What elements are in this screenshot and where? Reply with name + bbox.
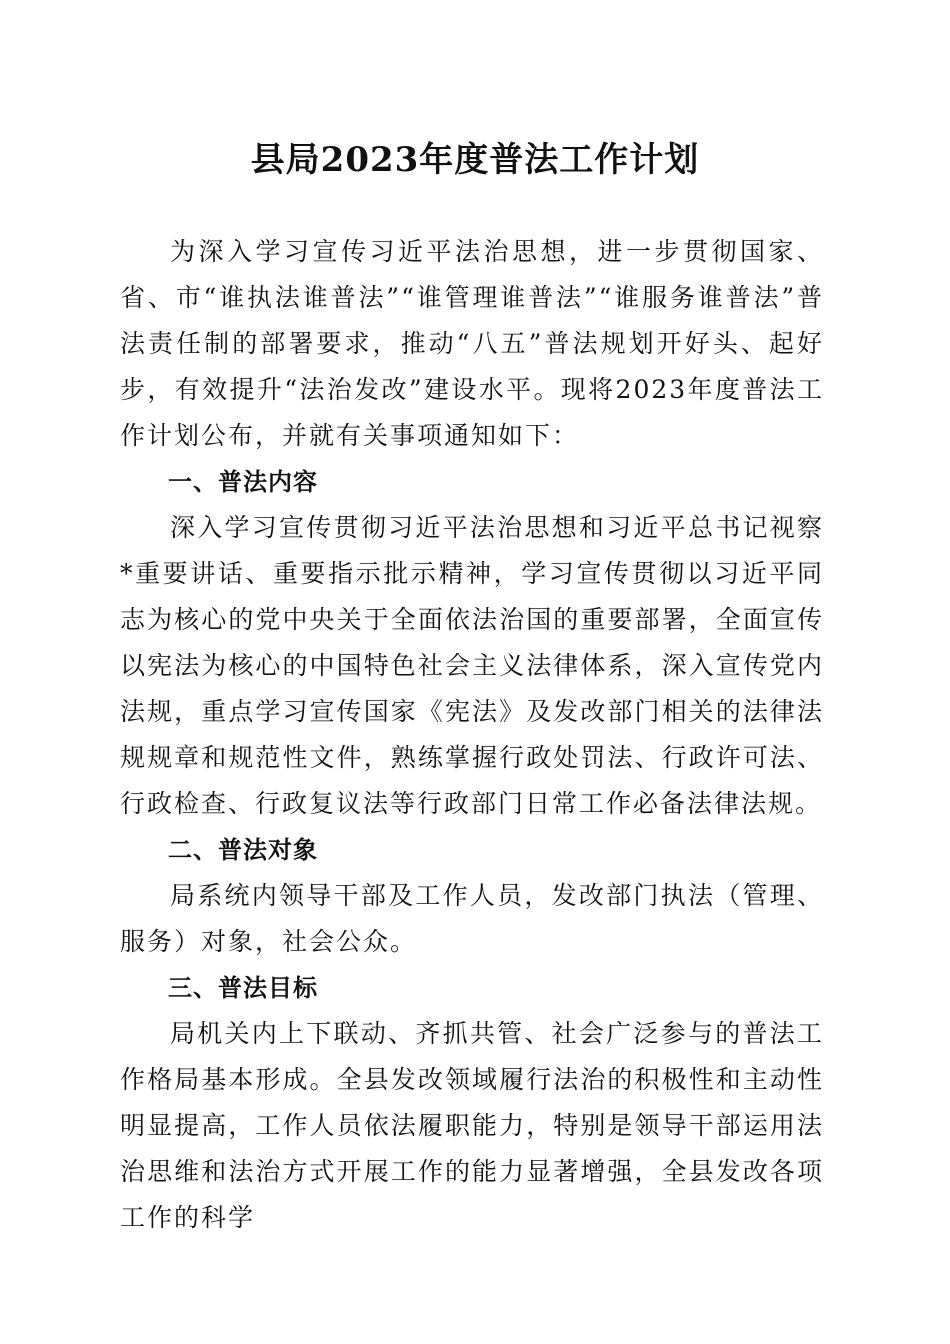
intro-paragraph: 为深入学习宣传习近平法治思想，进一步贯彻国家、省、市“谁执法谁普法”“谁管理谁普法”“谁服务谁普法”普法责任制的部署要求，推动“八五”普法规划开好头、起好步，有效提升“法治发改”建设水平。现将2023年度普法工作计划公布，并就有关事项通知如下： xyxy=(120,237,824,450)
section-text-audience: 局系统内领导干部及工作人员，发改部门执法（管理、服务）对象，社会公众。 xyxy=(120,881,824,956)
document-title: 县局2023年度普法工作计划 xyxy=(250,140,700,180)
section-text-goals: 局机关内上下联动、齐抓共管、社会广泛参与的普法工作格局基本形成。全县发改领域履行法治的积极性和主动性明显提高，工作人员依法履职能力，特别是领导干部运用法治思维和法治方式开展工作的能力显著增强，全县发改各项工作的科学 xyxy=(120,1019,824,1232)
section-heading-audience: 二、普法对象 xyxy=(168,836,318,864)
document-body xyxy=(120,229,824,1241)
section-heading-goals: 三、普法目标 xyxy=(168,974,318,1002)
section-text-content: 深入学习宣传贯彻习近平法治思想和习近平总书记视察*重要讲话、重要指示批示精神，学习宣传贯彻以习近平同志为核心的党中央关于全面依法治国的重要部署，全面宣传以宪法为核心的中国特色社会主义法律体系，深入宣传党内法规，重点学习宣传国家《宪法》及发改部门相关的法律法规规章和规范性文件，熟练掌握行政处罚法、行政许可法、行政检查、行政复议法等行政部门日常工作必备法律法规。 xyxy=(120,513,824,818)
section-heading-content: 一、普法内容 xyxy=(168,468,318,496)
